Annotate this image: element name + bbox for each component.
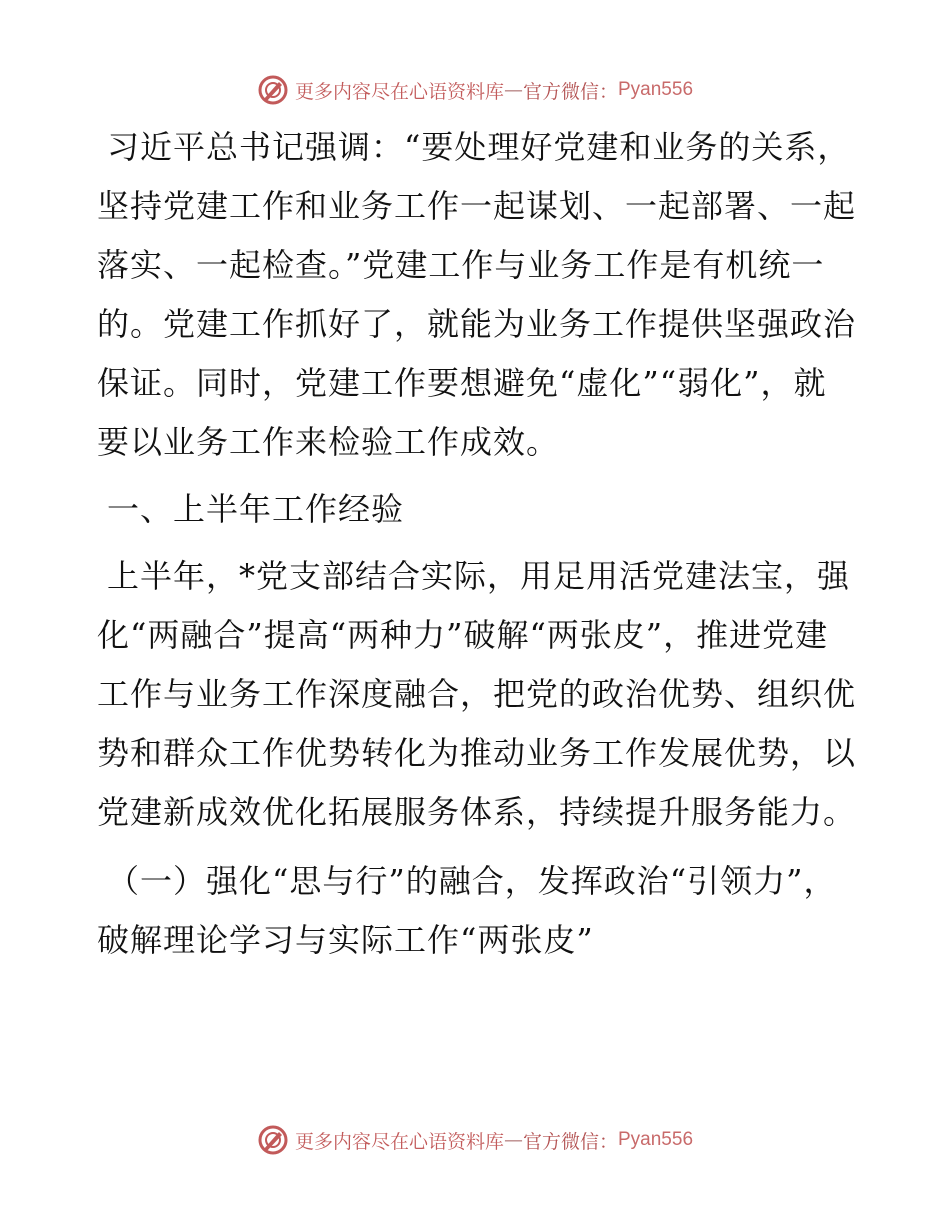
watermark-dash: — — [503, 1129, 523, 1151]
pen-logo-icon — [257, 1124, 289, 1156]
watermark-official-label: 官方微信： — [522, 1130, 618, 1153]
pen-logo-icon — [257, 74, 289, 106]
header-watermark — [0, 70, 950, 110]
body-paragraph: 上半年，*党支部结合实际，用足用活党建法宝，强化“两融合”提高“两种力”破解“两张皮”，推进党建工作与业务工作深度融合，把党的政治优势、组织优势和群众工作优势转化为推动业务工作发展优势，以党建新成效优化拓展服务体系，持续提升服务能力。 — [97, 557, 857, 831]
intro-paragraph: 习近平总书记强调：“要处理好党建和业务的关系，坚持党建工作和业务工作一起谋划、一起部署、一起落实、一起检查。”党建工作与业务工作是有机统一的。党建工作抓好了，就能为业务工作提供坚强政治保证。同时，党建工作要想避免“虚化”“弱化”，就要以业务工作来检验工作成效。 — [97, 128, 857, 461]
watermark-wechat-id: Pyan556 — [618, 1129, 694, 1150]
watermark-official-label: 官方微信： — [522, 80, 618, 103]
watermark-text: 更多内容尽在心语资料库 — [294, 80, 504, 103]
subsection-heading: （一）强化“思与行”的融合，发挥政治“引领力”，破解理论学习与实际工作“两张皮” — [97, 862, 837, 959]
section-heading: 一、上半年工作经验 — [107, 490, 405, 528]
document-body — [97, 118, 857, 970]
watermark-dash: — — [503, 79, 523, 101]
footer-watermark — [0, 1120, 950, 1160]
watermark-wechat-id: Pyan556 — [618, 79, 694, 100]
watermark-text: 更多内容尽在心语资料库 — [294, 1130, 504, 1153]
